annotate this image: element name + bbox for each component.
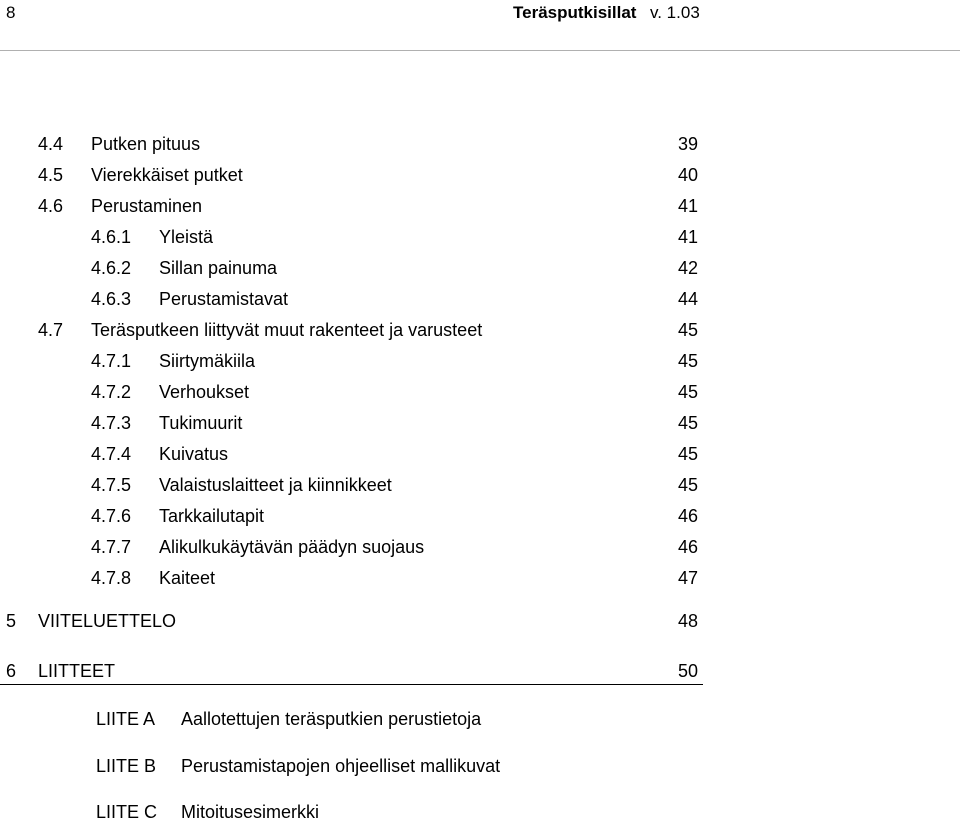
toc-entry-title: Valaistuslaitteet ja kiinnikkeet [159,475,392,495]
toc-entry-title: Alikulkukäytävän päädyn suojaus [159,537,425,557]
toc-entry-title: Sillan painuma [159,258,278,278]
toc-entry-page: 48 [677,611,698,631]
appendix-title: Aallotettujen teräsputkien perustietoja [181,709,482,729]
appendix-code: LIITE C [96,802,158,822]
toc-entry-page: 50 [677,661,698,681]
toc-entry-title: Perustaminen [91,196,203,216]
toc-entry-title: Vierekkäiset putket [91,165,243,185]
document-version: v. 1.03 [650,3,700,22]
toc-entry-number: 4.7 [38,320,64,340]
toc-entry-number: 4.6.3 [91,289,132,309]
toc-entry-page: 41 [677,196,698,216]
toc-entry-number: 4.7.8 [91,568,132,588]
toc-entry-page: 46 [677,537,698,557]
toc-entry-title: Yleistä [159,227,214,247]
toc-entry-title: Teräsputkeen liittyvät muut rakenteet ja varusteet [91,320,483,340]
toc-entry-number: 4.4 [38,134,64,154]
toc-entry-page: 47 [677,568,698,588]
toc-entry-page: 40 [677,165,698,185]
toc-entry-title: Verhoukset [159,382,250,402]
toc-entry-title: VIITELUETTELO [38,611,177,631]
toc-entry-title: Kuivatus [159,444,229,464]
appendix-title: Mitoitusesimerkki [181,802,320,822]
toc-entry-title: Tukimuurit [159,413,243,433]
toc-entry-title: Siirtymäkiila [159,351,256,371]
toc-entry-number: 4.7.3 [91,413,132,433]
toc-entry-page: 45 [677,475,698,495]
page-number: 8 [6,3,16,22]
toc-entry-number: 4.7.1 [91,351,132,371]
toc-entry-page: 45 [677,382,698,402]
toc-entry-title: LIITTEET [38,661,116,681]
toc-entry-page: 45 [677,413,698,433]
toc-entry-title: Kaiteet [159,568,216,588]
toc-entry-number: 4.6 [38,196,64,216]
toc-entry-number: 4.7.6 [91,506,132,526]
toc-entry-page: 41 [677,227,698,247]
toc-entry-page: 42 [677,258,698,278]
toc-entry-page: 45 [677,444,698,464]
toc-entry-number: 6 [6,661,17,681]
toc-entry-title: Perustamistavat [159,289,289,309]
appendix-code: LIITE B [96,756,157,776]
toc-entry-number: 4.7.4 [91,444,132,464]
toc-entry-number: 5 [6,611,17,631]
toc-entry-number: 4.7.5 [91,475,132,495]
section-divider [0,684,703,685]
toc-entry-number: 4.5 [38,165,64,185]
toc-entry-page: 45 [677,351,698,371]
appendix-title: Perustamistapojen ohjeelliset mallikuvat [181,756,501,776]
toc-entry-number: 4.6.2 [91,258,132,278]
document-title: Teräsputkisillat [513,3,637,22]
appendix-code: LIITE A [96,709,156,729]
toc-entry-number: 4.7.2 [91,382,132,402]
toc-entry-page: 46 [677,506,698,526]
toc-entry-page: 39 [677,134,698,154]
toc-entry-number: 4.6.1 [91,227,132,247]
toc-entry-title: Tarkkailutapit [159,506,265,526]
toc-entry-title: Putken pituus [91,134,201,154]
toc-entry-page: 45 [677,320,698,340]
toc-entry-number: 4.7.7 [91,537,132,557]
toc-entry-page: 44 [677,289,698,309]
